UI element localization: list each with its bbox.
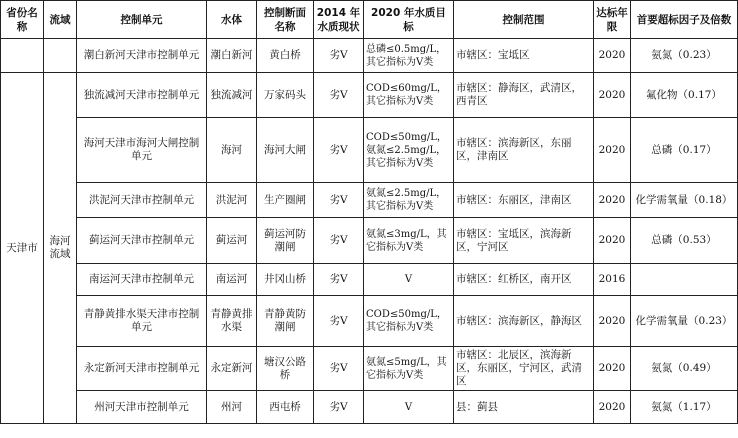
header-control-unit: 控制单元 xyxy=(77,1,207,39)
header-control-range: 控制范围 xyxy=(454,1,594,39)
province-cell: 天津市 xyxy=(1,73,44,424)
table-row xyxy=(1,39,738,73)
table-row xyxy=(1,296,738,347)
basin-cell-empty xyxy=(44,39,77,73)
control-unit-cell: 潮白新河天津市控制单元 xyxy=(77,39,207,73)
control-section-cell: 青静黄防潮闸 xyxy=(257,296,314,347)
primary-factor-cell: 氨氮（0.23） xyxy=(631,39,738,73)
table-row xyxy=(1,218,738,264)
control-range-cell: 市辖区：东丽区，津南区 xyxy=(454,183,594,218)
control-range-cell: 市辖区：宝坻区 xyxy=(454,39,594,73)
control-unit-cell: 海河天津市海河大闸控制单元 xyxy=(77,118,207,183)
primary-factor-cell: 总磷（0.17） xyxy=(631,118,738,183)
control-range-cell: 市辖区：静海区，武清区，西青区 xyxy=(454,73,594,118)
control-range-cell: 市辖区：滨海新区，东丽区，津南区 xyxy=(454,118,594,183)
control-range-cell: 市辖区：滨海新区，静海区 xyxy=(454,296,594,347)
header-water-body: 水体 xyxy=(207,1,257,39)
compliance-year-cell: 2020 xyxy=(594,347,631,391)
primary-factor-cell: 氟化物（0.17） xyxy=(631,73,738,118)
status-2014-cell: 劣Ⅴ xyxy=(314,347,364,391)
primary-factor-cell: 化学需氧量（0.23） xyxy=(631,296,738,347)
compliance-year-cell: 2020 xyxy=(594,391,631,424)
table-row xyxy=(1,73,738,118)
status-2014-cell: 劣Ⅴ xyxy=(314,391,364,424)
compliance-year-cell: 2020 xyxy=(594,218,631,264)
compliance-year-cell: 2020 xyxy=(594,183,631,218)
table-row xyxy=(1,183,738,218)
control-unit-cell: 州河天津市控制单元 xyxy=(77,391,207,424)
target-2020-cell: Ⅴ xyxy=(364,264,454,296)
primary-factor-cell xyxy=(631,264,738,296)
control-range-cell: 县：蓟县 xyxy=(454,391,594,424)
primary-factor-cell: 氨氮（1.17） xyxy=(631,391,738,424)
control-unit-cell: 永定新河天津市控制单元 xyxy=(77,347,207,391)
header-primary-factor: 首要超标因子及倍数 xyxy=(631,1,738,39)
control-section-cell: 黄白桥 xyxy=(257,39,314,73)
control-section-cell: 万家码头 xyxy=(257,73,314,118)
status-2014-cell: 劣Ⅴ xyxy=(314,264,364,296)
table-row xyxy=(1,264,738,296)
compliance-year-cell: 2020 xyxy=(594,39,631,73)
water-body-cell: 州河 xyxy=(207,391,257,424)
water-body-cell: 海河 xyxy=(207,118,257,183)
header-province: 省份名称 xyxy=(1,1,44,39)
control-range-cell: 市辖区：宝坻区，滨海新区，宁河区 xyxy=(454,218,594,264)
header-compliance-year: 达标年限 xyxy=(594,1,631,39)
control-section-cell: 蓟运河防潮闸 xyxy=(257,218,314,264)
control-section-cell: 西屯桥 xyxy=(257,391,314,424)
status-2014-cell: 劣Ⅴ xyxy=(314,183,364,218)
control-section-cell: 塘汉公路桥 xyxy=(257,347,314,391)
water-body-cell: 永定新河 xyxy=(207,347,257,391)
water-body-cell: 洪泥河 xyxy=(207,183,257,218)
control-section-cell: 生产圈闸 xyxy=(257,183,314,218)
water-body-cell: 蓟运河 xyxy=(207,218,257,264)
compliance-year-cell: 2020 xyxy=(594,73,631,118)
compliance-year-cell: 2020 xyxy=(594,118,631,183)
control-unit-cell: 蓟运河天津市控制单元 xyxy=(77,218,207,264)
header-status-2014: 2014 年水质现状 xyxy=(314,1,364,39)
control-unit-cell: 南运河天津市控制单元 xyxy=(77,264,207,296)
target-2020-cell: Ⅴ xyxy=(364,391,454,424)
water-body-cell: 青静黄排水渠 xyxy=(207,296,257,347)
control-unit-cell: 青静黄排水渠天津市控制单元 xyxy=(77,296,207,347)
control-section-cell: 海河大闸 xyxy=(257,118,314,183)
compliance-year-cell: 2020 xyxy=(594,296,631,347)
target-2020-cell: 氨氮≤3mg/L，其它指标为Ⅴ类 xyxy=(364,218,454,264)
province-cell-empty xyxy=(1,39,44,73)
status-2014-cell: 劣Ⅴ xyxy=(314,39,364,73)
primary-factor-cell: 氨氮（0.49） xyxy=(631,347,738,391)
header-control-section: 控制断面名称 xyxy=(257,1,314,39)
target-2020-cell: 氨氮≤5mg/L，其它指标为Ⅴ类 xyxy=(364,347,454,391)
control-section-cell: 井冈山桥 xyxy=(257,264,314,296)
control-unit-cell: 洪泥河天津市控制单元 xyxy=(77,183,207,218)
table-row xyxy=(1,118,738,183)
water-body-cell: 独流减河 xyxy=(207,73,257,118)
target-2020-cell: COD≤50mg/L，其它指标为Ⅴ类 xyxy=(364,296,454,347)
control-range-cell: 市辖区：红桥区，南开区 xyxy=(454,264,594,296)
compliance-year-cell: 2016 xyxy=(594,264,631,296)
target-2020-cell: 总磷≤0.5mg/L，其它指标为Ⅴ类 xyxy=(364,39,454,73)
header-target-2020: 2020 年水质目标 xyxy=(364,1,454,39)
status-2014-cell: 劣Ⅴ xyxy=(314,73,364,118)
status-2014-cell: 劣Ⅴ xyxy=(314,218,364,264)
table-row xyxy=(1,391,738,424)
target-2020-cell: 氨氮≤2.5mg/L，其它指标为Ⅴ类 xyxy=(364,183,454,218)
table-row xyxy=(1,347,738,391)
control-range-cell: 市辖区：北辰区，滨海新区，东丽区，宁河区，武清区 xyxy=(454,347,594,391)
header-row xyxy=(1,1,738,39)
header-basin: 流域 xyxy=(44,1,77,39)
status-2014-cell: 劣Ⅴ xyxy=(314,296,364,347)
primary-factor-cell: 总磷（0.53） xyxy=(631,218,738,264)
water-body-cell: 南运河 xyxy=(207,264,257,296)
control-unit-cell: 独流减河天津市控制单元 xyxy=(77,73,207,118)
status-2014-cell: 劣Ⅴ xyxy=(314,118,364,183)
water-body-cell: 潮白新河 xyxy=(207,39,257,73)
target-2020-cell: COD≤50mg/L，氨氮≤2.5mg/L，其它指标为Ⅴ类 xyxy=(364,118,454,183)
target-2020-cell: COD≤60mg/L，其它指标为Ⅴ类 xyxy=(364,73,454,118)
basin-cell: 海河流域 xyxy=(44,73,77,424)
primary-factor-cell: 化学需氧量（0.18） xyxy=(631,183,738,218)
